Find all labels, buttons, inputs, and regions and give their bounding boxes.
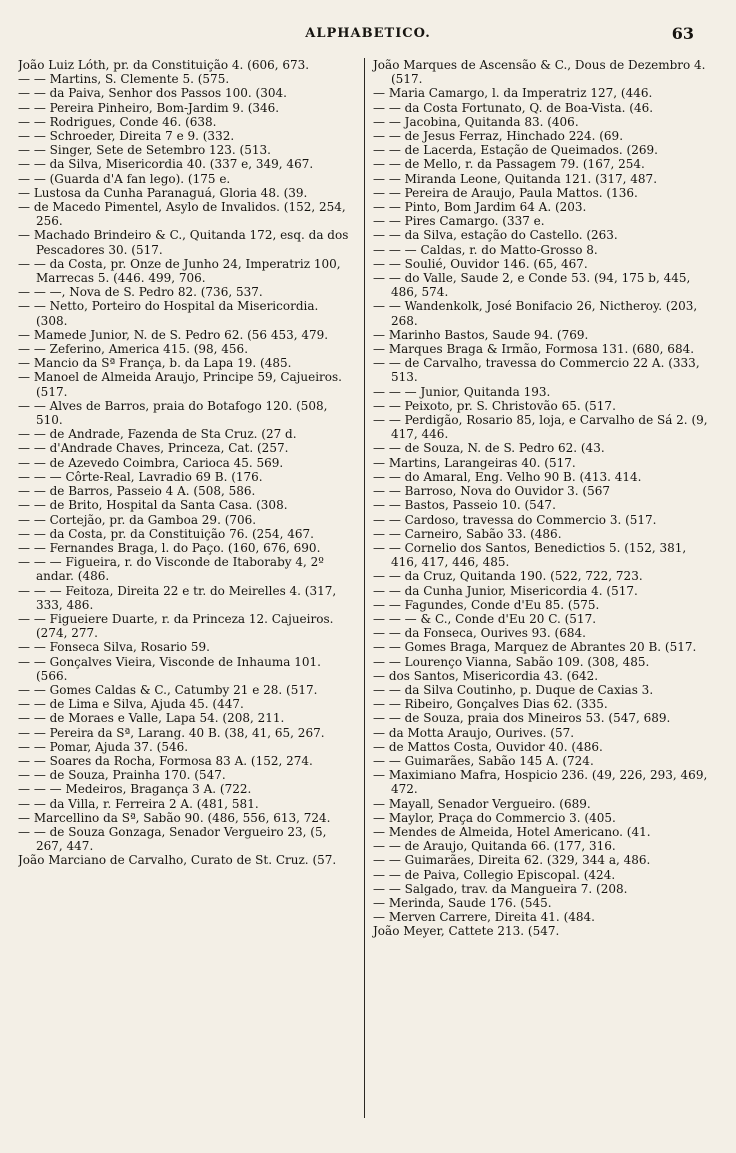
directory-entry: — — Wandenkolk, José Bonifacio 26, Nictheroy. (203, 268. [373,299,698,328]
directory-entry: — — do Amaral, Eng. Velho 90 B. (413. 414. [373,469,642,484]
directory-entry: — — — Junior, Quitanda 193. [373,384,551,399]
directory-entry: — Maria Camargo, l. da Imperatriz 127, (446. [373,86,653,101]
columns-container [18,58,718,1138]
directory-entry: — — Ribeiro, Gonçalves Dias 62. (335. [373,697,608,712]
directory-entry: — Martins, Larangeiras 40. (517. [373,455,576,470]
directory-entry: — — — Medeiros, Bragança 3 A. (722. [18,782,252,797]
directory-entry: — — de Carvalho, travessa do Commercio 22 A. (333, 513. [373,356,700,385]
directory-entry: — — da Cunha Junior, Misericordia 4. (517. [373,583,638,598]
directory-entry: — — Gomes Braga, Marquez de Abrantes 20 B. (517. [373,640,697,655]
directory-entry: — — de Lima e Silva, Ajuda 45. (447. [18,697,244,712]
directory-entry: — Merven Carrere, Direita 41. (484. [373,910,595,925]
directory-entry: — — Soulié, Ouvidor 146. (65, 467. [373,256,588,271]
directory-entry: — Merinda, Saude 176. (545. [373,895,552,910]
directory-entry: — — Figueiere Duarte, r. da Princeza 12. Cajueiros. (274, 277. [18,611,334,641]
directory-entry: — Marinho Bastos, Saude 94. (769. [373,327,589,342]
directory-entry: — — Lourenço Vianna, Sabão 109. (308, 485. [373,654,650,669]
directory-entry: — Mancio da Sª França, b. da Lapa 19. (485. [18,356,292,371]
directory-entry: — — da Silva Coutinho, p. Duque de Caxias 3. [373,682,654,697]
directory-entry: — — Bastos, Passeio 10. (547. [373,498,556,513]
directory-entry: — — Gomes Caldas & C., Catumby 21 e 28. (517. [18,682,318,697]
directory-entry: — — do Valle, Saude 2, e Conde 53. (94, 175 b, 445, 486, 574. [373,271,691,300]
directory-entry: — Machado Brindeiro & C., Quitanda 172, esq. da dos Pescadores 30. (517. [18,228,349,257]
left-column [18,58,358,1138]
directory-entry: — Lustosa da Cunha Paranaguá, Gloria 48. (39. [18,185,308,200]
directory-entry: — — Pires Camargo. (337 e. [373,214,545,229]
directory-entry: — — Guimarães, Sabão 145 A. (724. [373,753,594,768]
right-column [371,58,711,1138]
directory-entry: — de Macedo Pimentel, Asylo de Invalidos. (152, 254, 256. [18,200,346,229]
directory-entry: — — da Villa, r. Ferreira 2 A. (481, 581. [18,796,259,811]
directory-entry: — — da Cruz, Quitanda 190. (522, 722, 723. [373,569,643,584]
page-title: ALPHABETICO. [305,26,431,41]
directory-entry: — — Cortejão, pr. da Gamboa 29. (706. [18,512,257,527]
directory-entry: João Marques de Ascensão & C., Dous de Dezembro 4. (517. [373,58,706,87]
directory-entry: — — — Côrte-Real, Lavradio 69 B. (176. [18,469,263,484]
directory-entry: — Marques Braga & Irmão, Formosa 131. (680, 684. [373,342,695,357]
directory-entry: — — de Mello, r. da Passagem 79. (167, 254. [373,157,645,172]
directory-entry: — — Barroso, Nova do Ouvidor 3. (567 [373,484,610,499]
directory-entry: — — Pinto, Bom Jardim 64 A. (203. [373,200,587,215]
directory-entry: — de Mattos Costa, Ouvidor 40. (486. [373,739,603,754]
directory-entry: — Mayall, Senador Vergueiro. (689. [373,796,591,811]
directory-entry: — — da Silva, estação do Castello. (263. [373,228,618,243]
directory-entry: — — Perdigão, Rosario 85, loja, e Carvalho de Sá 2. (9, 417, 446. [373,413,708,442]
directory-entry: — — da Silva, Misericordia 40. (337 e, 349, 467. [18,157,314,172]
directory-entry: — — Pereira Pinheiro, Bom-Jardim 9. (346. [18,100,280,115]
directory-entry: — — Martins, S. Clemente 5. (575. [18,72,230,87]
directory-entry: — — de Souza Gonzaga, Senador Vergueiro 23, (5, 267, 447. [18,824,327,854]
page-header [0,24,736,46]
directory-entry: — — da Costa, pr. da Constituição 76. (254, 467. [18,526,314,541]
directory-entry: — dos Santos, Misericordia 43. (642. [373,668,599,683]
page-number: 63 [671,24,694,43]
directory-entry: — — de Azevedo Coimbra, Carioca 45. 569. [18,455,284,470]
directory-entry: — — Cornelio dos Santos, Benedictios 5. (152, 381, 416, 417, 446, 485. [373,540,687,570]
directory-entry: — — da Costa Fortunato, Q. de Boa-Vista. (46. [373,100,654,115]
directory-entry: João Marciano de Carvalho, Curato de St. Cruz. (57. [18,853,337,868]
directory-entry: — — da Costa, pr. Onze de Junho 24, Imperatriz 100, Marrecas 5. (446. 499, 706. [18,256,341,286]
directory-entry: — — — Feitoza, Direita 22 e tr. do Meirelles 4. (317, 333, 486. [18,583,337,612]
directory-entry: — — de Souza, N. de S. Pedro 62. (43. [373,441,605,456]
directory-entry: — — Carneiro, Sabão 33. (486. [373,526,562,541]
directory-entry: João Luiz Lóth, pr. da Constituição 4. (606, 673. [18,58,310,72]
directory-entry: — — Pereira da Sª, Larang. 40 B. (38, 41, 65, 267. [18,725,325,740]
directory-entry: — — d'Andrade Chaves, Princeza, Cat. (257. [18,441,289,456]
directory-entry: — — Rodrigues, Conde 46. (638. [18,114,217,129]
directory-entry: — — de Souza, Prainha 170. (547. [18,768,226,783]
directory-entry: — — de Lacerda, Estação de Queimados. (269. [373,143,658,158]
directory-entry: — — Guimarães, Direita 62. (329, 344 a, 486. [373,853,651,868]
directory-entry: — Mamede Junior, N. de S. Pedro 62. (56 453, 479. [18,327,329,342]
directory-entry: — — Pereira de Araujo, Paula Mattos. (136. [373,185,638,200]
directory-entry: — Manoel de Almeida Araujo, Principe 59, Cajueiros. (517. [18,370,342,399]
directory-entry: — — Jacobina, Quitanda 83. (406. [373,114,579,129]
directory-entry: — — de Barros, Passeio 4 A. (508, 586. [18,484,256,499]
directory-entry: — — — Caldas, r. do Matto-Grosso 8. [373,242,598,257]
directory-entry: — — de Paiva, Collegio Episcopal. (424. [373,867,616,882]
directory-entry: — — Fernandes Braga, l. do Paço. (160, 676, 690. [18,540,321,555]
directory-entry: — — de Jesus Ferraz, Hinchado 224. (69. [373,129,624,144]
directory-entry: — — Netto, Porteiro do Hospital da Misericordia. (308. [18,299,319,328]
directory-entry: — Mendes de Almeida, Hotel Americano. (41. [373,824,651,839]
directory-entry: — — (Guarda d'A fan lego). (175 e. [18,171,231,186]
directory-entry: — — de Araujo, Quitanda 66. (177, 316. [373,839,616,854]
directory-entry: — — Alves de Barros, praia do Botafogo 120. (508, 510. [18,398,328,428]
directory-entry: — — Peixoto, pr. S. Christovão 65. (517. [373,398,616,413]
directory-entry: — — de Brito, Hospital da Santa Casa. (308. [18,498,288,513]
directory-entry: — Maylor, Praça do Commercio 3. (405. [373,810,616,825]
directory-entry: — — de Moraes e Valle, Lapa 54. (208, 211. [18,711,285,726]
directory-entry: — — — & C., Conde d'Eu 20 C. (517. [373,611,597,626]
directory-entry: — — Gonçalves Vieira, Visconde de Inhauma 101. (566. [18,654,321,683]
directory-entry: — — Singer, Sete de Setembro 123. (513. [18,143,271,158]
directory-entry: — — Schroeder, Direita 7 e 9. (332. [18,129,235,144]
directory-entry: — da Motta Araujo, Ourives. (57. [373,725,575,740]
directory-entry: — — Zeferino, America 415. (98, 456. [18,342,249,357]
directory-entry: — — Soares da Rocha, Formosa 83 A. (152, 274. [18,753,313,768]
directory-entry: — — Fagundes, Conde d'Eu 85. (575. [373,597,600,612]
directory-entry: — — Cardoso, travessa do Commercio 3. (517. [373,512,657,527]
directory-entry: João Meyer, Cattete 213. (547. [373,924,560,939]
directory-entry: — Marcellino da Sª, Sabão 90. (486, 556, 613, 724. [18,810,331,825]
directory-entry: — — —, Nova de S. Pedro 82. (736, 537. [18,285,263,300]
directory-entry: — Maximiano Mafra, Hospicio 236. (49, 226, 293, 469, 472. [373,768,708,797]
directory-entry: — — Salgado, trav. da Mangueira 7. (208. [373,881,628,896]
directory-entry: — — Pomar, Ajuda 37. (546. [18,739,189,754]
column-divider [364,58,365,1118]
directory-entry: — — da Fonseca, Ourives 93. (684. [373,626,586,641]
directory-entry: — — — Figueira, r. do Visconde de Itaboraby 4, 2º andar. (486. [18,555,324,584]
directory-entry: — — Miranda Leone, Quitanda 121. (317, 487. [373,171,658,186]
directory-entry: — — Fonseca Silva, Rosario 59. [18,640,210,655]
directory-entry: — — de Andrade, Fazenda de Sta Cruz. (27 d. [18,427,297,442]
directory-entry: — — da Paiva, Senhor dos Passos 100. (304. [18,86,287,101]
directory-entry: — — de Souza, praia dos Mineiros 53. (547, 689. [373,711,671,726]
